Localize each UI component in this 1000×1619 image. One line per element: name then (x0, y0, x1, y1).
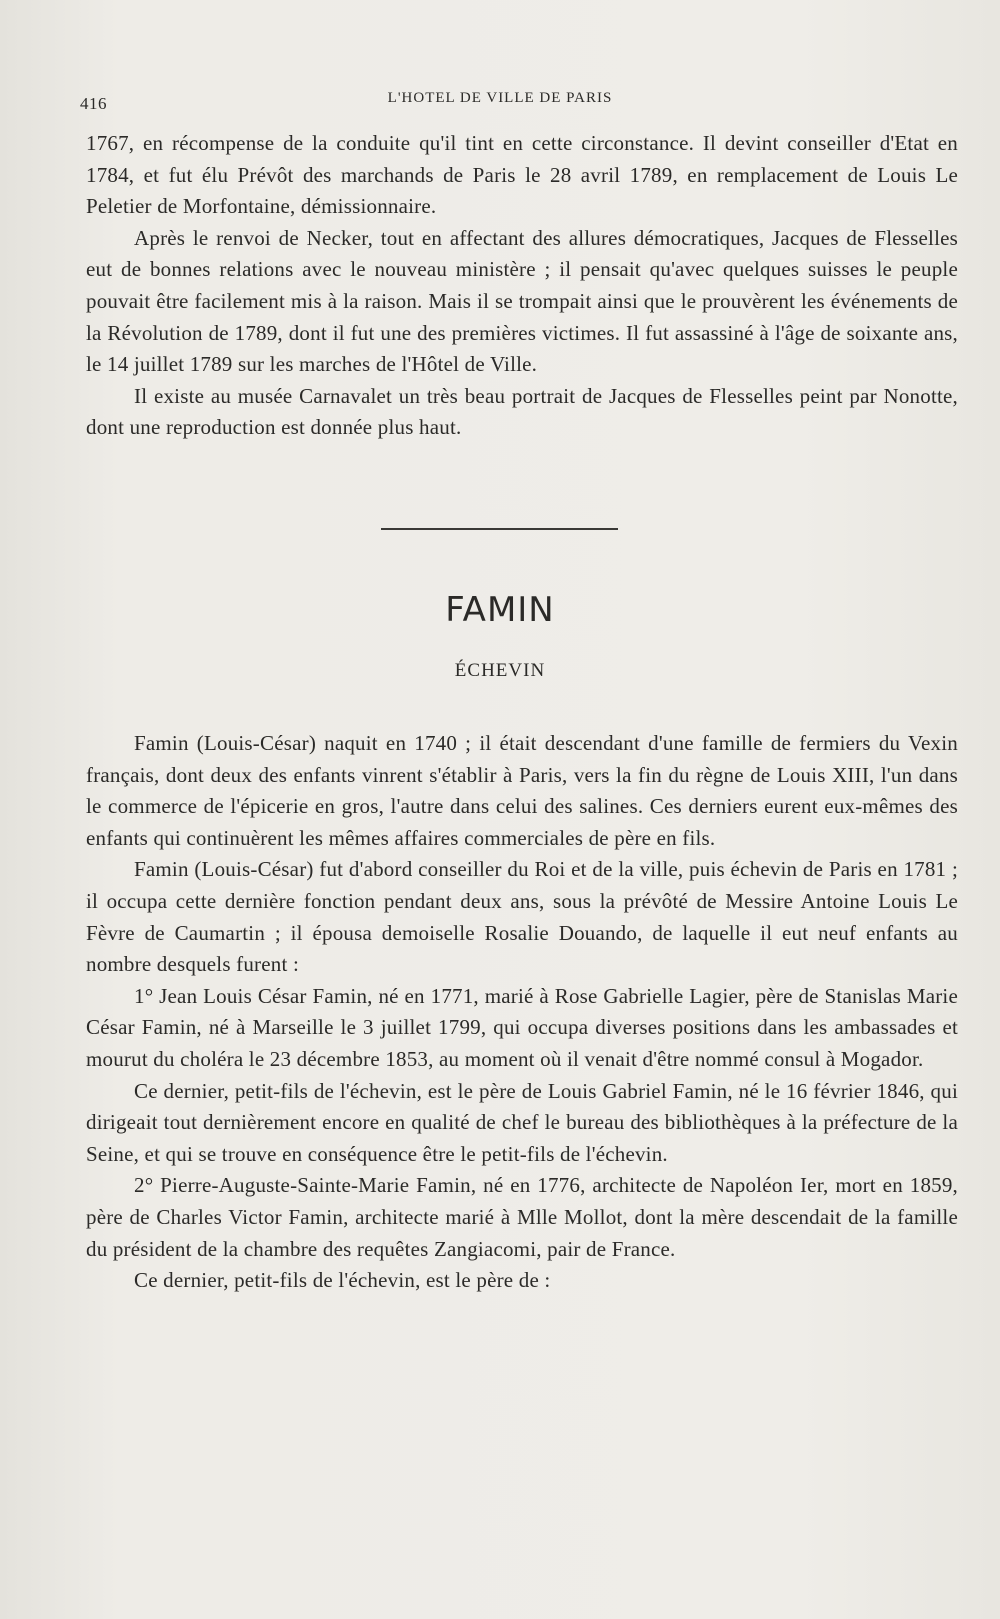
paragraph: Après le renvoi de Necker, tout en affectant des allures démocratiques, Jacques de Flesselles eut de bonnes relations avec le nouveau ministère ; il pensait qu'avec quelques suisses le peuple pouvait être facilement mis à la raison. Mais il se trompait ainsi que le prouvèrent les événements de la Révolution de 1789, dont il fut une des premières victimes. Il fut assassiné à l'âge de soixante ans, le 14 juillet 1789 sur les marches de l'Hôtel de Ville. (86, 225, 958, 377)
section-divider (381, 528, 618, 530)
paragraph: Ce dernier, petit-fils de l'échevin, est le père de : (134, 1268, 551, 1293)
paragraph: 1° Jean Louis César Famin, né en 1771, marié à Rose Gabrielle Lagier, père de Stanislas Marie César Famin, né à Marseille le 3 juillet 1799, qui occupa diverses positions dans les ambassades et mourut du choléra le 23 décembre 1853, au moment où il venait d'être nommé consul à Mogador. (86, 983, 958, 1071)
section-subtitle: ÉCHEVIN (454, 660, 546, 681)
paragraph: Il existe au musée Carnavalet un très beau portrait de Jacques de Flesselles peint par Nonotte, dont une reproduction est donnée plus haut. (86, 383, 958, 440)
paragraph: 2° Pierre-Auguste-Sainte-Marie Famin, né en 1776, architecte de Napoléon Ier, mort en 1859, père de Charles Victor Famin, architecte marié à Mlle Mollot, dont la mère descendait de la famille du président de la chambre des requêtes Zangiacomi, pair de France. (86, 1173, 958, 1261)
running-title: L'HOTEL DE VILLE DE PARIS (387, 90, 613, 106)
paragraph: Famin (Louis-César) fut d'abord conseiller du Roi et de la ville, puis échevin de Paris en 1781 ; il occupa cette dernière fonction pendant deux ans, sous la prévôté de Messire Antoine Louis Le Fèvre de Caumartin ; il épousa demoiselle Rosalie Douando, de laquelle il eut neuf enfants au nombre desquels furent : (86, 857, 958, 977)
running-header (0, 86, 1000, 113)
paragraph: Famin (Louis-César) naquit en 1740 ; il était descendant d'une famille de fermiers du Vexin français, dont deux des enfants vinrent s'établir à Paris, vers la fin du règne de Louis XIII, l'un dans le commerce de l'épicerie en gros, l'autre dans celui des salines. Ces derniers eurent eux-mêmes des enfants qui continuèrent les mêmes affaires commerciales de père en fils. (86, 731, 958, 850)
main-text-block (86, 728, 958, 1297)
paragraph: 1767, en récompense de la conduite qu'il tint en cette circonstance. Il devint conseiller d'Etat en 1784, et fut élu Prévôt des marchands de Paris le 28 avril 1789, en remplacement de Louis Le Peletier de Morfontaine, démissionnaire. (86, 131, 958, 219)
page-number: 416 (80, 94, 107, 113)
section-title: FAMIN (445, 590, 555, 630)
paragraph: Ce dernier, petit-fils de l'échevin, est le père de Louis Gabriel Famin, né le 16 février 1846, qui dirigeait tout dernièrement encore en qualité de chef le bureau des bibliothèques à la préfecture de la Seine, et qui se trouve en conséquence être le petit-fils de l'échevin. (86, 1078, 958, 1166)
intro-text-block (86, 128, 958, 444)
